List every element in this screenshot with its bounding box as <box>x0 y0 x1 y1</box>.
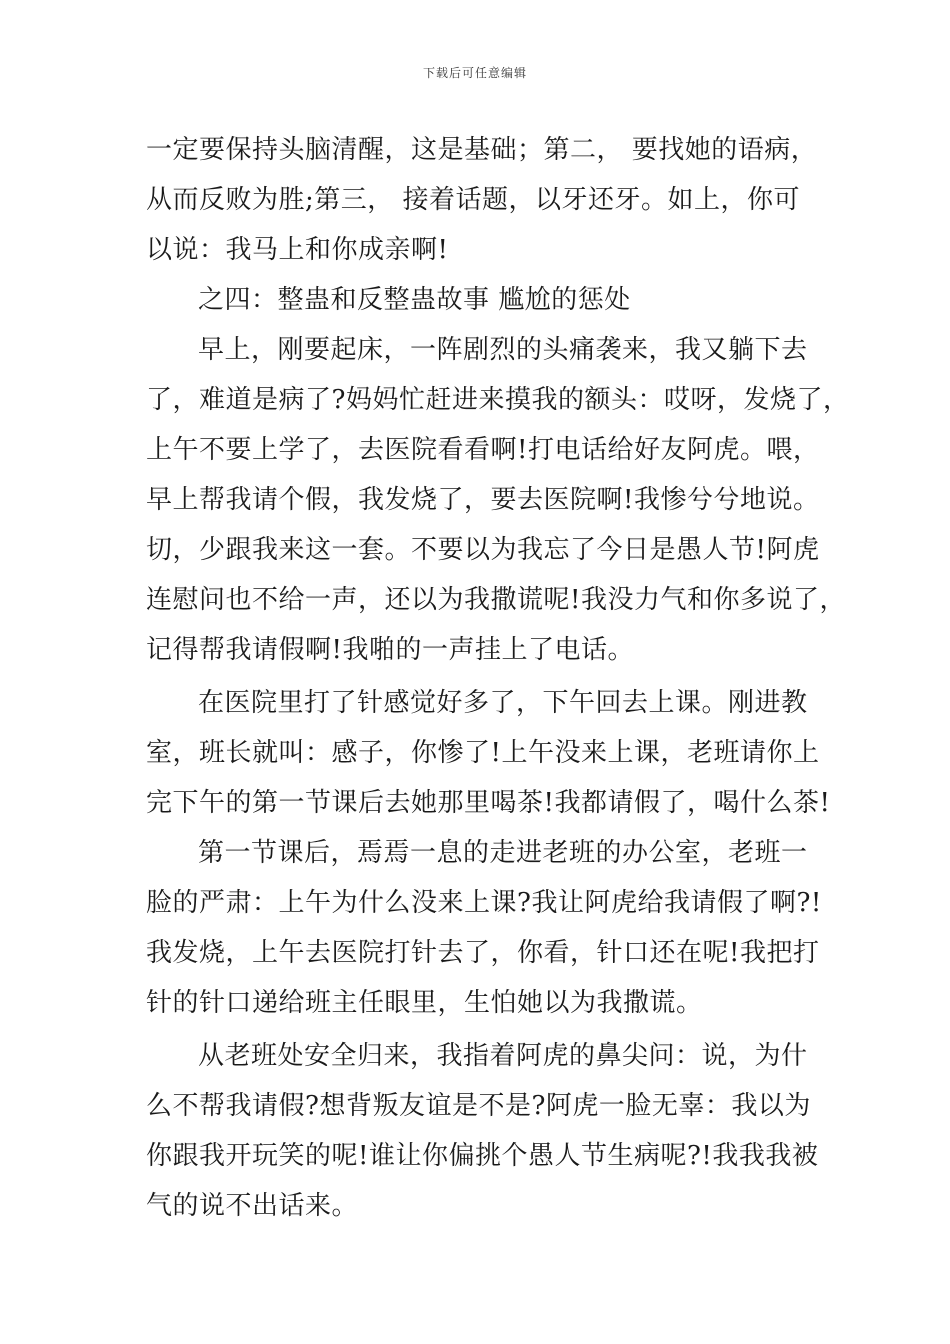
paragraph-start-line: 在医院里打了针感觉好多了，下午回去上课。刚进教 <box>198 688 808 718</box>
text-line: 室，班长就叫：感子，你惨了!上午没来上课，老班请你上 <box>146 738 820 768</box>
section-heading: 之四：整蛊和反整蛊故事 尴尬的惩处 <box>198 285 631 315</box>
text-line: 完下午的第一节课后去她那里喝茶!我都请假了，喝什么茶! <box>146 788 831 818</box>
text-line: 上午不要上学了，去医院看看啊!打电话给好友阿虎。喂， <box>146 435 820 465</box>
text-line: 么不帮我请假?想背叛友谊是不是?阿虎一脸无辜：我以为 <box>146 1091 811 1121</box>
text-line: 你跟我开玩笑的呢!谁让你偏挑个愚人节生病呢?!我我我被 <box>146 1141 819 1171</box>
document-body <box>146 128 850 1234</box>
text-line: 气的说不出话来。 <box>146 1191 359 1221</box>
text-line: 从而反败为胜;第三， 接着话题，以牙还牙。如上，你可 <box>146 185 801 215</box>
text-line: 脸的严肃：上午为什么没来上课?我让阿虎给我请假了啊?! <box>146 888 822 918</box>
text-line: 了，难道是病了?妈妈忙赶进来摸我的额头：哎呀，发烧了， <box>146 385 850 415</box>
text-line: 我发烧，上午去医院打针去了，你看，针口还在呢!我把打 <box>146 938 820 968</box>
text-line: 一定要保持头脑清醒，这是基础；第二， 要找她的语病， <box>146 135 818 165</box>
text-line: 以说：我马上和你成亲啊! <box>146 235 449 265</box>
text-line: 早上帮我请个假，我发烧了，要去医院啊!我惨兮兮地说。 <box>146 485 820 515</box>
paragraph-start-line: 第一节课后，焉焉一息的走进老班的办公室，老班一 <box>198 838 808 868</box>
paragraph-start-line: 早上，刚要起床，一阵剧烈的头痛袭来，我又躺下去 <box>198 335 808 365</box>
text-line: 切，少跟我来这一套。不要以为我忘了今日是愚人节!阿虎 <box>146 535 820 565</box>
page-header: 下载后可任意编辑 <box>422 66 527 80</box>
text-line: 记得帮我请假啊!我啪的一声挂上了电话。 <box>146 635 634 665</box>
text-line: 连慰问也不给一声，还以为我撒谎呢!我没力气和你多说了， <box>146 585 846 615</box>
text-line: 针的针口递给班主任眼里，生怕她以为我撒谎。 <box>146 988 703 1018</box>
paragraph-start-line: 从老班处安全归来，我指着阿虎的鼻尖问：说，为什 <box>198 1041 808 1071</box>
